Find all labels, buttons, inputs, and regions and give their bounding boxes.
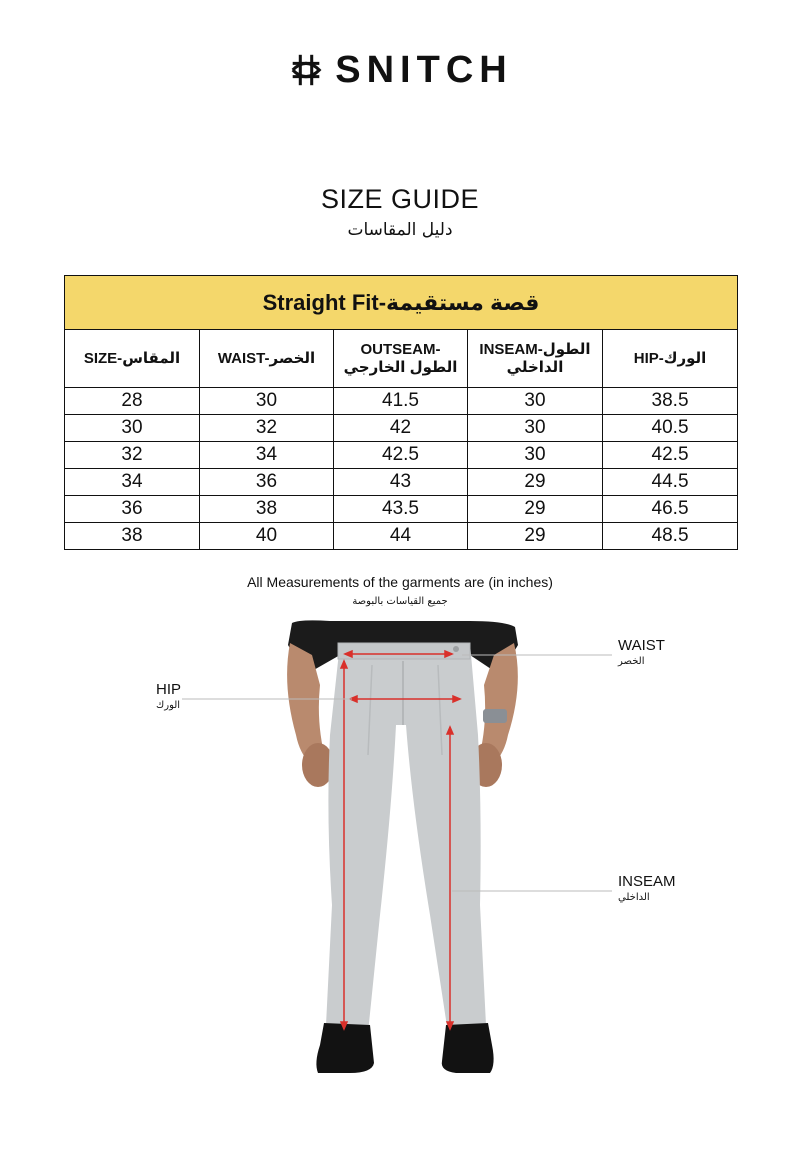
column-header-outseam: OUTSEAM- الطول الخارجي: [334, 330, 468, 388]
brand-header: [0, 50, 800, 90]
column-header-waist: WAIST-الخصر: [200, 330, 334, 388]
page-title: SIZE GUIDE: [320, 184, 480, 214]
table-cell: 42: [334, 415, 468, 442]
table-cell: 42.5: [603, 442, 738, 469]
table-cell: 30: [65, 415, 200, 442]
table-row: [65, 442, 738, 469]
column-header-row: [65, 330, 738, 388]
table-cell: 46.5: [603, 496, 738, 523]
table-cell: 29: [468, 496, 603, 523]
table-cell: 36: [200, 469, 334, 496]
table-cell: 44.5: [603, 469, 738, 496]
page-subtitle-arabic: دليل المقاسات: [347, 220, 453, 240]
table-cell: 29: [468, 469, 603, 496]
table-cell: 43.5: [334, 496, 468, 523]
table-cell: 34: [65, 469, 200, 496]
table-cell: 40.5: [603, 415, 738, 442]
table-cell: 42.5: [334, 442, 468, 469]
brand-name: SNITCH: [335, 49, 513, 91]
table-cell: 36: [65, 496, 200, 523]
table-cell: 40: [200, 523, 334, 550]
table-cell: 41.5: [334, 388, 468, 415]
trouser-model-image: [0, 615, 800, 1148]
table-cell: 30: [468, 388, 603, 415]
table-cell: 28: [65, 388, 200, 415]
table-row: [65, 415, 738, 442]
table-row: [65, 523, 738, 550]
snitch-logo-icon: [287, 51, 325, 89]
table-cell: 38: [200, 496, 334, 523]
waist-label: WAIST الخصر: [618, 637, 665, 667]
table-cell: 30: [468, 442, 603, 469]
column-header-size: SIZE-المقاس: [65, 330, 200, 388]
measurement-note-arabic: جميع القياسات بالبوصة: [352, 596, 448, 607]
table-cell: 34: [200, 442, 334, 469]
table-cell: 38: [65, 523, 200, 550]
column-header-hip: HIP-الورك: [603, 330, 738, 388]
hip-label: HIP الورك: [156, 681, 182, 711]
trouser-illustration: [0, 615, 800, 1148]
inseam-label: INSEAM الداخلي: [618, 873, 676, 903]
table-cell: 29: [468, 523, 603, 550]
table-cell: 48.5: [603, 523, 738, 550]
column-header-inseam: INSEAM-الطول الداخلي: [468, 330, 603, 388]
table-cell: 30: [200, 388, 334, 415]
size-chart-table: [64, 275, 738, 550]
table-cell: 44: [334, 523, 468, 550]
table-row: [65, 388, 738, 415]
fit-title: Straight Fit-قصة مستقيمة: [65, 276, 738, 330]
table-row: [65, 496, 738, 523]
table-cell: 30: [468, 415, 603, 442]
measurement-note: All Measurements of the garments are (in inches): [247, 574, 553, 590]
table-cell: 32: [65, 442, 200, 469]
table-cell: 38.5: [603, 388, 738, 415]
table-cell: 43: [334, 469, 468, 496]
table-row: [65, 469, 738, 496]
table-cell: 32: [200, 415, 334, 442]
